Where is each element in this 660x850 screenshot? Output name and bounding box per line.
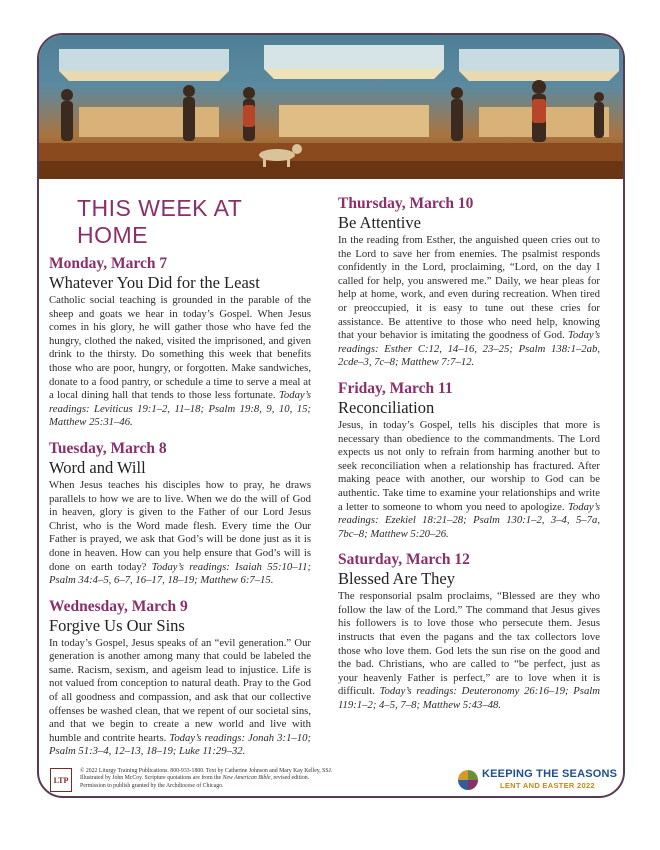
- credit-line: Permission to publish granted by the Archdiocese of Chicago.: [80, 782, 224, 789]
- day-readings: Today’s readings: Ezekiel 18:21–28; Psalm 130:1–2, 3–4, 5–7a, 7bc–8; Matthew 5:20–26.: [338, 500, 601, 540]
- market-scene-illustration: [39, 35, 623, 179]
- keeping-the-seasons-logo: [458, 768, 618, 796]
- page-footer: [50, 768, 618, 798]
- day-readings: Today’s readings: Leviticus 19:1–2, 11–18; Psalm 19:8, 9, 10, 15; Matthew 25:31–46.: [49, 389, 312, 429]
- credit-line: [80, 775, 380, 782]
- day-readings: Today’s readings: Isaiah 55:10–11; Psalm 34:4–5, 6–7, 16–17, 18–19; Matthew 6:7–15.: [49, 560, 312, 587]
- day-entry-monday: [49, 255, 311, 430]
- credit-text: Illustrated by John McCoy. Scripture quotations are from the: [80, 775, 223, 782]
- day-body: [338, 419, 600, 541]
- day-text: In the reading from Esther, the anguished queen cries out to the Lord to save her from enemies. The psalmist responds confidently in the Lord, proclaiming, “Lord, on the day I called for help, you answered me.” Daily, we hear pleas for help at home, work, and even during recreation. When tired or preoccupied, it is easy to tune out these cries for assistance. Be attentive to those who need help, knowing that your behavior is imitating the goodness of God.: [338, 234, 600, 342]
- day-date: Tuesday, March 8: [49, 439, 167, 457]
- ltp-logo: LTP: [50, 768, 72, 792]
- day-heading: Forgive Us Our Sins: [49, 615, 185, 635]
- day-heading: Blessed Are They: [338, 569, 456, 589]
- day-readings: Today’s readings: Deuteronomy 26:16–19; Psalm 119:1–2; 4–5, 7–8; Matthew 5:43–48.: [338, 685, 600, 712]
- page-frame: [37, 33, 625, 798]
- day-date: Monday, March 7: [49, 255, 168, 272]
- day-date: Friday, March 11: [338, 379, 453, 397]
- day-entry-friday: [338, 380, 600, 541]
- day-readings: Today’s readings: Esther C:12, 14–16, 23–25; Psalm 138:1–2ab, 2cde–3, 7c–8; Matthew 7:7–12.: [338, 329, 601, 369]
- day-body: [338, 234, 600, 370]
- day-text: When Jesus teaches his disciples how to pray, he draws parallels to how we are to live. When we do the will of God in heaven, glory is given to the Father of our Lord Jesus Christ, who is the Word made flesh. Every time the Our Father is prayed, we ask that God’s will be done just as it is done in heaven. How can you help ensure that God’s will is done on earth today?: [49, 478, 311, 573]
- day-body: [338, 590, 600, 712]
- page-title: THIS WEEK AT HOME: [77, 195, 242, 248]
- brand-title: KEEPING THE SEASONS: [482, 768, 618, 780]
- day-heading: Whatever You Did for the Least: [49, 273, 260, 292]
- day-date: Thursday, March 10: [338, 195, 474, 212]
- day-body: [49, 637, 311, 759]
- day-entry-wednesday: [49, 598, 311, 759]
- brand-subtitle: LENT AND EASTER 2022: [500, 781, 595, 790]
- day-body: [49, 479, 311, 588]
- day-date: Saturday, March 12: [338, 551, 470, 569]
- right-column: [338, 195, 600, 723]
- day-text: In today’s Gospel, Jesus speaks of an “evil generation.” Our generation is another among many that could be labeled the same. Racism, sexism, and ageism lead to injustice. Life is not valued from conception to natural death. Pray to the God of all goodness and compassion, and ask that our collective offenses be washed clean, that we repent of our societal sins, and that we begin to create a new world and live with humble and contrite hearts.: [49, 636, 311, 744]
- credit-line: © 2022 Liturgy Training Publications. 800-933-1800. Text by Catherine Johnson and Mary Kay Kelley, SSJ.: [80, 768, 333, 774]
- day-entry-thursday: [338, 195, 600, 370]
- day-date: Wednesday, March 9: [49, 597, 188, 615]
- credit-text: , revised edition.: [270, 775, 310, 782]
- day-entry-tuesday: [49, 440, 311, 588]
- day-text: Catholic social teaching is grounded in the parable of the sheep and goats we hear in today’s Gospel. When Jesus comes in his glory, he will gather those who have fed the hungry, clothed the naked, visited the imprisoned, and given drink to the thirsty. Do something this week that benefits those who are poor, hungry, or forgotten. Make sandwiches, donate to a food pantry, or schedule a time to serve a meal at a local dining hall that tends to those less fortunate.: [49, 294, 311, 402]
- day-body: [49, 294, 311, 430]
- day-heading: Word and Will: [49, 457, 146, 477]
- globe-icon: [458, 770, 478, 790]
- day-readings: Today’s readings: Jonah 3:1–10; Psalm 51:3–4, 12–13, 18–19; Luke 11:29–32.: [49, 731, 312, 758]
- credit-bible-title: New American Bible: [222, 775, 271, 782]
- day-text: Jesus, in today’s Gospel, tells his disciples that more is necessary than obedience to the commandments. The Lord expects us not only to refrain from harming another but to seek reconciliation when a relationship has fractured. After making peace with another, our worship to God can be authentic. Take time to examine your relationships and write a letter to someone to whom you need to apologize.: [338, 418, 600, 513]
- day-entry-saturday: [338, 551, 600, 712]
- day-text: The responsorial psalm proclaims, “Blessed are they who follow the law of the Lord.” The command that Jesus gives his followers is to love those who persecute them. Jesus instructs that even the pagans and the tax collectors love those who love them. God lets the sun rise on the good and the bad. Christians, who are called to “be perfect, just as your heavenly Father is perfect,” are to love when it is difficult.: [338, 590, 600, 698]
- credits: [80, 768, 380, 790]
- day-heading: Reconciliation: [338, 397, 435, 417]
- day-heading: Be Attentive: [338, 213, 421, 232]
- left-column: [49, 195, 311, 769]
